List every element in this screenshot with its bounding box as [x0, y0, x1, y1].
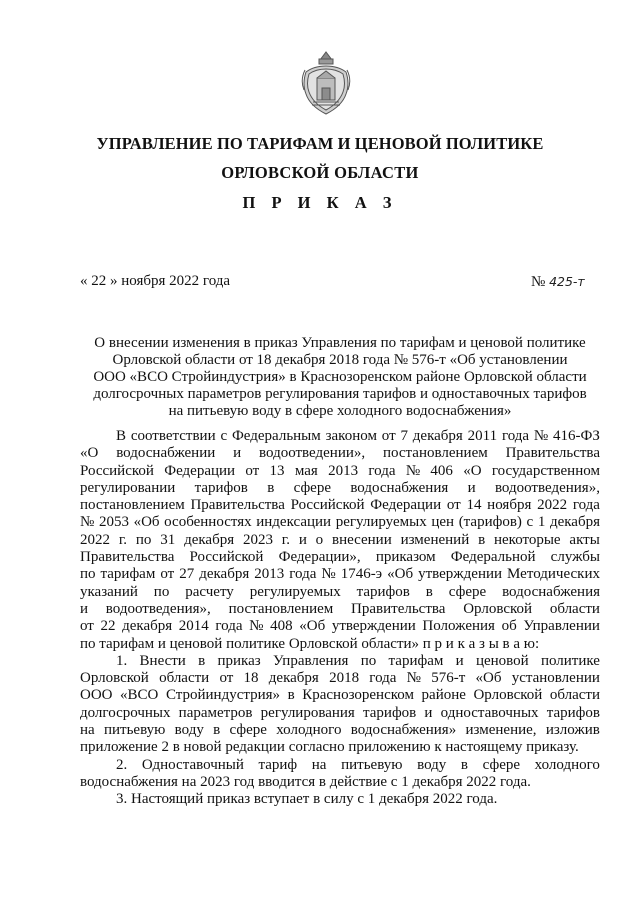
body-word: ноября — [487, 497, 532, 514]
body-word: регулирования — [260, 704, 355, 721]
body-word: «Об — [133, 514, 160, 531]
body-word: 27 — [179, 566, 195, 583]
body-word: 1 — [537, 514, 546, 531]
body-word: утверждении — [331, 618, 416, 635]
body-line — [80, 549, 600, 566]
body-word: 2053 — [98, 514, 129, 531]
body-line — [80, 566, 600, 583]
document-type: П Р И К А З — [242, 193, 398, 212]
body-word: в — [425, 583, 433, 600]
body-word: Федеральным — [231, 428, 321, 444]
body-word: от — [245, 462, 260, 479]
body-line — [80, 739, 600, 756]
body-word: года — [501, 428, 530, 444]
body-word: тарифов — [546, 704, 600, 721]
body-word: и — [298, 531, 307, 548]
body-word: 2013 — [254, 566, 285, 583]
body-word: холодного — [276, 722, 342, 739]
body-word: с — [220, 428, 228, 444]
body-word: воду — [174, 722, 204, 739]
body-word: 2013 — [328, 462, 359, 479]
body-word: № — [406, 670, 421, 687]
body-word: 14 — [466, 497, 482, 514]
body-word: сфере — [293, 479, 331, 496]
body-word: сфере — [229, 722, 267, 739]
body-line — [80, 636, 600, 653]
organization-region: ОРЛОВСКОЙ ОБЛАСТИ — [221, 163, 419, 182]
body-word: ценовой — [475, 652, 529, 669]
body-word: регулируемых — [249, 583, 341, 600]
body-line — [80, 584, 600, 601]
body-word: изменений — [400, 531, 470, 548]
body-word: 13 — [269, 462, 285, 479]
body-word: Внести — [139, 652, 186, 669]
body-word: Федеральной — [450, 549, 536, 566]
body-word: о — [315, 531, 324, 548]
body-word: 2014 — [178, 618, 209, 635]
body-word: области — [549, 687, 600, 704]
body-word: № — [533, 428, 549, 444]
body-word: 416-ФЗ — [553, 428, 600, 444]
body-word: с — [526, 514, 534, 531]
body-word: расчету — [185, 583, 234, 600]
body-word: декабря — [199, 566, 250, 583]
body-word: холодного — [534, 756, 600, 773]
body-word: Орловской — [473, 687, 543, 704]
body-word: параметров — [178, 704, 253, 721]
body-line — [80, 757, 600, 774]
body-word: Российской — [290, 497, 365, 514]
body-word: регулируемых — [335, 514, 427, 531]
body-word: Краснозоренском — [302, 687, 414, 704]
subject-line: О внесении изменения в приказ Управления по тарифам и ценовой политике — [94, 335, 586, 351]
body-word: 2018 — [329, 670, 360, 687]
body-word: тарифов — [356, 583, 410, 600]
number-prefix: № — [531, 274, 546, 290]
body-word: установлении — [511, 670, 600, 687]
body-word: сфере — [448, 583, 487, 600]
body-word: 408 — [270, 618, 293, 635]
body-word: г. — [281, 531, 290, 548]
body-word: сфере — [482, 756, 521, 773]
body-word: г. — [118, 531, 128, 548]
body-word: государственном — [491, 462, 600, 479]
body-word: регулировании — [80, 479, 176, 496]
body-word: Методических — [507, 566, 600, 583]
body-word: 2011 — [467, 428, 498, 444]
body-line — [80, 480, 600, 497]
body-word: указаний — [80, 583, 138, 600]
body-word: воду — [417, 756, 447, 773]
body-word: в — [267, 479, 275, 496]
body-word: Управлении — [523, 618, 600, 635]
body-line — [80, 532, 600, 549]
body-line — [80, 497, 600, 514]
body-word: области — [159, 670, 210, 687]
body-word: от — [446, 497, 461, 514]
body-word: 31 — [160, 531, 176, 548]
body-word: в — [287, 687, 295, 704]
body-word: тарифам — [388, 652, 444, 669]
body-word: от — [80, 618, 94, 635]
body-word: постановлением — [80, 497, 185, 514]
body-word: водоотведения», — [105, 600, 211, 617]
organization-title: УПРАВЛЕНИЕ ПО ТАРИФАМ И ЦЕНОВОЙ ПОЛИТИКЕ — [96, 134, 544, 153]
body-word: года — [572, 497, 600, 514]
body-word: особенностях — [164, 514, 252, 531]
body-word: водоотведения», — [494, 479, 600, 496]
body-word: Орловской — [463, 600, 533, 617]
body-word: 22 — [100, 618, 116, 635]
body-word: «О — [463, 462, 482, 479]
body-word: Одноставочный — [141, 756, 244, 773]
body-word: тариф — [258, 756, 298, 773]
body-word: от — [219, 670, 234, 687]
document-subject — [80, 335, 600, 420]
body-line — [80, 601, 600, 618]
body-word: декабря — [184, 531, 235, 548]
body-word: в — [478, 531, 486, 548]
body-word: соответствии — [130, 428, 216, 444]
body-word: декабря — [268, 670, 319, 687]
body-word: некоторые — [493, 531, 561, 548]
document-date: « 22 » ноября 2022 года — [80, 273, 231, 289]
body-word: «О — [80, 445, 99, 462]
body-word: Положения — [422, 618, 495, 635]
body-word: питьевую — [341, 756, 403, 773]
body-word: В — [116, 428, 127, 444]
body-word: области — [549, 600, 600, 617]
body-line — [80, 705, 600, 722]
body-word: Федерации — [164, 462, 236, 479]
body-word: года — [215, 618, 243, 635]
body-word: изменение, — [465, 722, 537, 739]
body-word: 2. — [116, 756, 128, 773]
body-word: в — [460, 756, 469, 773]
body-word: тарифов — [194, 479, 248, 496]
body-word: внесении — [332, 531, 392, 548]
body-word: Стройиндустрия» — [165, 687, 281, 704]
body-line — [80, 722, 600, 739]
body-word: (тарифов) — [458, 514, 522, 531]
body-text: по тарифам и ценовой политике Орловской области» п р и к а з ы в а ю: — [80, 635, 540, 652]
body-word: политике — [540, 652, 600, 669]
body-word: утверждении — [418, 566, 503, 583]
body-word: тарифам — [100, 566, 156, 583]
body-word: тарифов — [363, 704, 417, 721]
body-word: в — [198, 652, 206, 669]
orel-oblast-coat-of-arms-icon — [300, 50, 352, 116]
body-word: и — [467, 479, 476, 496]
body-word: Правительства — [505, 445, 600, 462]
body-word: и — [455, 652, 464, 669]
body-word: года — [289, 566, 317, 583]
document-number — [531, 274, 585, 291]
body-word: цен — [431, 514, 455, 531]
body-word: об — [501, 618, 517, 635]
body-word: службы — [550, 549, 600, 566]
body-word: мая — [294, 462, 318, 479]
body-word: по — [80, 566, 96, 583]
body-word: постановлением — [228, 600, 334, 617]
body-word: Федерации — [370, 497, 442, 514]
body-line — [80, 618, 600, 635]
body-word: водоотведении», — [259, 445, 366, 462]
body-word: «Об — [299, 618, 326, 635]
body-word: водоснабжении — [116, 445, 216, 462]
body-word: 1746-э — [340, 566, 383, 583]
body-word: приказ — [217, 652, 261, 669]
body-word: изложив — [545, 722, 600, 739]
body-word: 576-т — [431, 670, 466, 687]
body-word: 1. — [116, 652, 128, 669]
body-word: на — [80, 722, 95, 739]
body-word: № — [321, 566, 336, 583]
body-word: одноставочных — [440, 704, 539, 721]
body-word: Управления — [272, 652, 349, 669]
body-word: декабря — [549, 514, 600, 531]
body-word: «Об — [475, 670, 502, 687]
body-word: и — [80, 600, 89, 617]
body-word: 18 — [243, 670, 259, 687]
document-body — [80, 428, 600, 809]
body-word: № — [405, 462, 421, 479]
body-word: от — [381, 428, 396, 444]
body-word: долгосрочных — [80, 704, 171, 721]
body-word: Правительства — [351, 600, 446, 617]
body-line — [80, 514, 600, 531]
body-word: года — [368, 462, 396, 479]
body-word: по — [153, 583, 170, 600]
subject-line: Орловской области от 18 декабря 2018 года № 576-т «Об установлении — [112, 352, 568, 368]
body-word: в — [213, 722, 221, 739]
body-word: на — [311, 756, 327, 773]
body-word: постановлением — [383, 445, 488, 462]
body-line — [80, 687, 600, 704]
body-word: Правительства — [190, 497, 285, 514]
body-word: 2022 — [537, 497, 568, 514]
body-word: 2023 — [242, 531, 273, 548]
body-line — [80, 445, 600, 462]
body-word: приказом — [375, 549, 436, 566]
body-word: водоснабжения — [502, 583, 600, 600]
body-word: от — [160, 566, 175, 583]
body-line — [80, 670, 600, 687]
subject-line: долгосрочных параметров регулирования тарифов и одноставочных тарифов — [93, 386, 587, 402]
body-word: декабря — [122, 618, 173, 635]
body-word: Российской — [80, 462, 154, 479]
number-value: 425-т — [549, 274, 585, 289]
body-word: и — [233, 445, 242, 462]
body-word: 7 — [400, 428, 408, 444]
body-line — [80, 791, 600, 808]
body-word: Орловской — [80, 670, 149, 687]
subject-line: ООО «ВСО Стройиндустрия» в Краснозоренском районе Орловской области — [93, 369, 587, 385]
body-word: декабря — [412, 428, 463, 444]
body-word: по — [360, 652, 377, 669]
body-line — [80, 428, 600, 445]
body-word: акты — [569, 531, 600, 548]
body-word: № — [80, 514, 95, 531]
body-line — [80, 774, 600, 791]
body-word: «ВСО — [120, 687, 159, 704]
body-word: индексации — [256, 514, 332, 531]
body-word: ООО — [80, 687, 113, 704]
body-word: водоснабжения» — [350, 722, 457, 739]
body-word: Российской — [189, 549, 264, 566]
body-word: водоснабжения — [350, 479, 449, 496]
body-text: водоснабжения на 2023 год вводится в действие с 1 декабря 2022 года. — [80, 773, 531, 790]
body-line — [80, 653, 600, 670]
body-text: 3. Настоящий приказ вступает в силу с 1 декабря 2022 года. — [116, 791, 498, 808]
body-word: «Об — [387, 566, 414, 583]
body-line — [80, 463, 600, 480]
body-word: Правительства — [80, 549, 175, 566]
body-word: законом — [325, 428, 377, 444]
body-word: питьевую — [103, 722, 166, 739]
body-word: и — [424, 704, 433, 721]
body-word: 2022 — [80, 531, 110, 548]
body-word: 406 — [430, 462, 453, 479]
body-word: Федерации», — [278, 549, 361, 566]
body-word: по — [135, 531, 152, 548]
subject-line: на питьевую воду в сфере холодного водоснабжения» — [168, 403, 512, 419]
body-word: районе — [421, 687, 466, 704]
body-word: года — [369, 670, 397, 687]
body-word: № — [249, 618, 264, 635]
body-text: приложение 2 в новой редакции согласно приложению к настоящему приказу. — [80, 739, 579, 756]
